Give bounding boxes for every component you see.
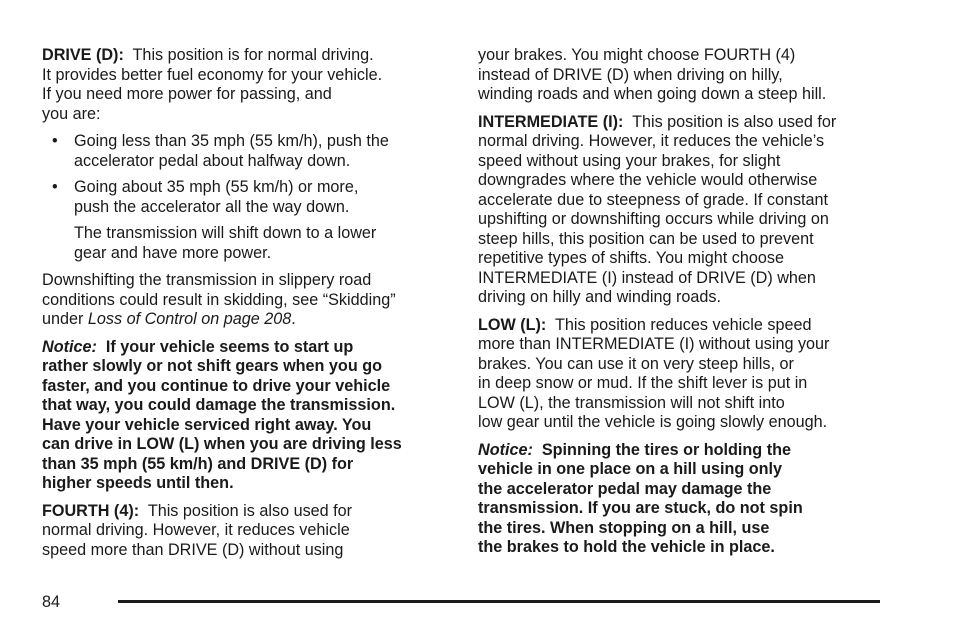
right-column xyxy=(478,46,878,566)
bullet-item: • Going about 35 mph (55 km/h) or more, push the accelerator all the way down. xyxy=(52,178,359,216)
footer-rule xyxy=(118,600,880,603)
notice-label: Notice: xyxy=(42,337,97,356)
shift-down-paragraph: The transmission will shift down to a lower gear and have more power. xyxy=(74,224,377,262)
bullet-icon: • xyxy=(52,178,58,196)
drive-heading: DRIVE (D): xyxy=(42,46,124,64)
notice-paragraph: Notice: If your vehicle seems to start up rather slowly or not shift gears when you go faster, and you continue to drive your vehicle that way, you could damage the transmission. Have your vehicle serviced right away. You can drive in LOW (L) when you are driving less than 35 mph (55 km/h) and DRIVE (D) for higher speeds until then. xyxy=(42,337,402,492)
low-heading: LOW (L): xyxy=(478,315,547,334)
cross-reference: Loss of Control on page 208 xyxy=(87,310,292,328)
fourth-continued-paragraph: your brakes. You might choose FOURTH (4) instead of DRIVE (D) when driving on hilly, winding roads and when going down a steep hill. xyxy=(478,46,827,103)
page-number: 84 xyxy=(42,593,61,611)
notice-paragraph: Notice: Spinning the tires or holding the vehicle in one place on a hill using only the accelerator pedal may damage the transmission. If you are stuck, do not spin the tires. When stopping on a hill, use the brakes to hold the vehicle in place. xyxy=(478,440,803,556)
notice-label: Notice: xyxy=(478,440,533,459)
low-paragraph: LOW (L): This position reduces vehicle speed more than INTERMEDIATE (I) without using your brakes. You can use it on very steep hills, or in deep snow or mud. If the shift lever is put in LOW (L), the transmission will not shift into low gear until the vehicle is going slowly enough. xyxy=(478,315,830,431)
left-column xyxy=(42,46,447,568)
bullet-item: • Going less than 35 mph (55 km/h), push the accelerator pedal about halfway down. xyxy=(52,132,389,170)
downshift-paragraph: Downshifting the transmission in slippery road conditions could result in skidding, see “Skidding” under Loss of Control on page 208. xyxy=(42,271,396,328)
drive-paragraph: DRIVE (D): This position is for normal driving. It provides better fuel economy for your vehicle. If you need more power for passing, and you are: xyxy=(42,46,383,123)
intermediate-heading: INTERMEDIATE (I): xyxy=(478,112,624,131)
bullet-icon: • xyxy=(52,132,58,150)
fourth-heading: FOURTH (4): xyxy=(42,501,140,520)
intermediate-paragraph: INTERMEDIATE (I): This position is also used for normal driving. However, it reduces the vehicle’s speed without using your brakes, for slight downgrades where the vehicle would otherwise accelerate due to steepness of grade. If constant upshifting or downshifting occurs while driving on steep hills, this position can be used to prevent repetitive types of shifts. You might choose INTERMEDIATE (I) instead of DRIVE (D) when driving on hilly and winding roads. xyxy=(478,112,837,306)
fourth-paragraph: FOURTH (4): This position is also used for normal driving. However, it reduces vehicle speed more than DRIVE (D) without using xyxy=(42,501,353,559)
